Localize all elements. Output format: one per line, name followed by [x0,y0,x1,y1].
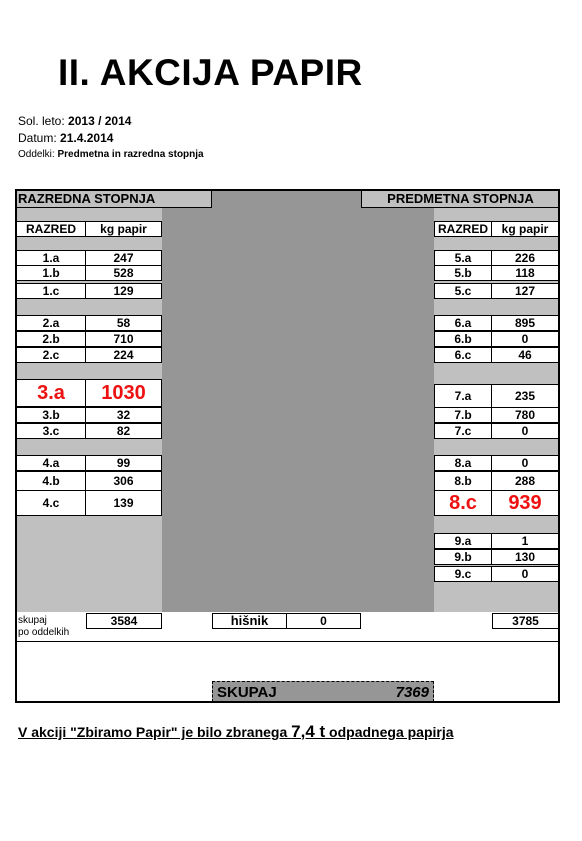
footer-before: V akciji "Zbiramo Papir" je bilo zbranega [18,724,292,740]
total-value: 7369 [395,684,429,701]
right-class-cell: 5.a [434,250,492,266]
right-kg-cell: 118 [491,265,559,281]
left-kg-cell: 82 [85,423,162,439]
right-class-cell: 7.a [434,384,492,409]
left-kg-cell: 306 [85,471,162,491]
right-sum: 3785 [492,613,559,629]
right-class-cell: 8.b [434,471,492,491]
right-class-cell: 8.a [434,455,492,471]
right-class-cell: 9.b [434,549,492,565]
right-class-cell: 6.b [434,331,492,347]
left-class-cell: 3.a [16,379,86,407]
left-class-cell: 4.a [16,455,86,471]
left-class-cell: 1.a [16,250,86,266]
right-class-cell: 9.a [434,533,492,549]
left-kg-cell: 1030 [85,379,162,407]
left-kg-cell: 139 [85,490,162,516]
left-class-cell: 2.a [16,315,86,331]
right-class-cell: 7.c [434,423,492,439]
left-kg-cell: 99 [85,455,162,471]
sum-label-line-2: po oddelkih [18,627,70,638]
right-kg-cell: 780 [491,407,559,423]
footer-amount: 7,4 t [291,722,326,741]
left-sum: 3584 [86,613,162,629]
left-kg-cell: 224 [85,347,162,363]
right-kg-cell: 130 [491,549,559,565]
left-class-cell: 2.b [16,331,86,347]
left-kg-cell: 129 [85,283,162,299]
school-year-label: Sol. leto: [18,114,65,128]
sum-label-line-1: skupaj [18,615,47,626]
right-kg-cell: 46 [491,347,559,363]
departments-label: Oddelki: [18,149,55,160]
school-year-value: 2013 / 2014 [68,114,132,128]
right-class-cell: 5.b [434,265,492,281]
right-col-kg-header: kg papir [491,221,559,237]
left-col-class-header: RAZRED [16,221,86,237]
date-value: 21.4.2014 [60,131,114,145]
right-kg-cell: 1 [491,533,559,549]
left-class-cell: 1.c [16,283,86,299]
right-kg-cell: 0 [491,331,559,347]
right-class-cell: 9.c [434,566,492,582]
left-header: RAZREDNA STOPNJA [16,190,212,208]
left-kg-cell: 58 [85,315,162,331]
date-label: Datum: [18,131,57,145]
right-class-cell: 5.c [434,283,492,299]
hisnik-label: hišnik [212,613,287,629]
right-class-cell: 8.c [434,490,492,516]
hisnik-value: 0 [286,613,361,629]
left-class-cell: 3.b [16,407,86,423]
right-header: PREDMETNA STOPNJA [361,190,559,208]
page-title: II. AKCIJA PAPIR [58,52,363,93]
left-class-cell: 4.c [16,490,86,516]
total-label: SKUPAJ [217,684,277,701]
right-class-cell: 6.a [434,315,492,331]
left-kg-cell: 247 [85,250,162,266]
right-kg-cell: 0 [491,423,559,439]
right-col-class-header: RAZRED [434,221,492,237]
table-frame [15,189,560,703]
left-col-kg-header: kg papir [85,221,162,237]
left-kg-cell: 528 [85,265,162,281]
left-class-cell: 4.b [16,471,86,491]
right-kg-cell: 226 [491,250,559,266]
left-kg-cell: 710 [85,331,162,347]
left-class-cell: 1.b [16,265,86,281]
date [18,131,113,145]
left-class-cell: 3.c [16,423,86,439]
footer-sentence [18,722,454,742]
departments [18,149,204,160]
right-kg-cell: 939 [491,490,559,516]
right-kg-cell: 127 [491,283,559,299]
departments-value: Predmetna in razredna stopnja [57,149,204,160]
left-class-cell: 2.c [16,347,86,363]
right-class-cell: 7.b [434,407,492,423]
school-year [18,114,131,128]
right-kg-cell: 288 [491,471,559,491]
right-class-cell: 6.c [434,347,492,363]
footer-after: odpadnega papirja [325,724,454,740]
right-kg-cell: 0 [491,455,559,471]
left-kg-cell: 32 [85,407,162,423]
right-kg-cell: 235 [491,384,559,409]
right-kg-cell: 0 [491,566,559,582]
right-kg-cell: 895 [491,315,559,331]
